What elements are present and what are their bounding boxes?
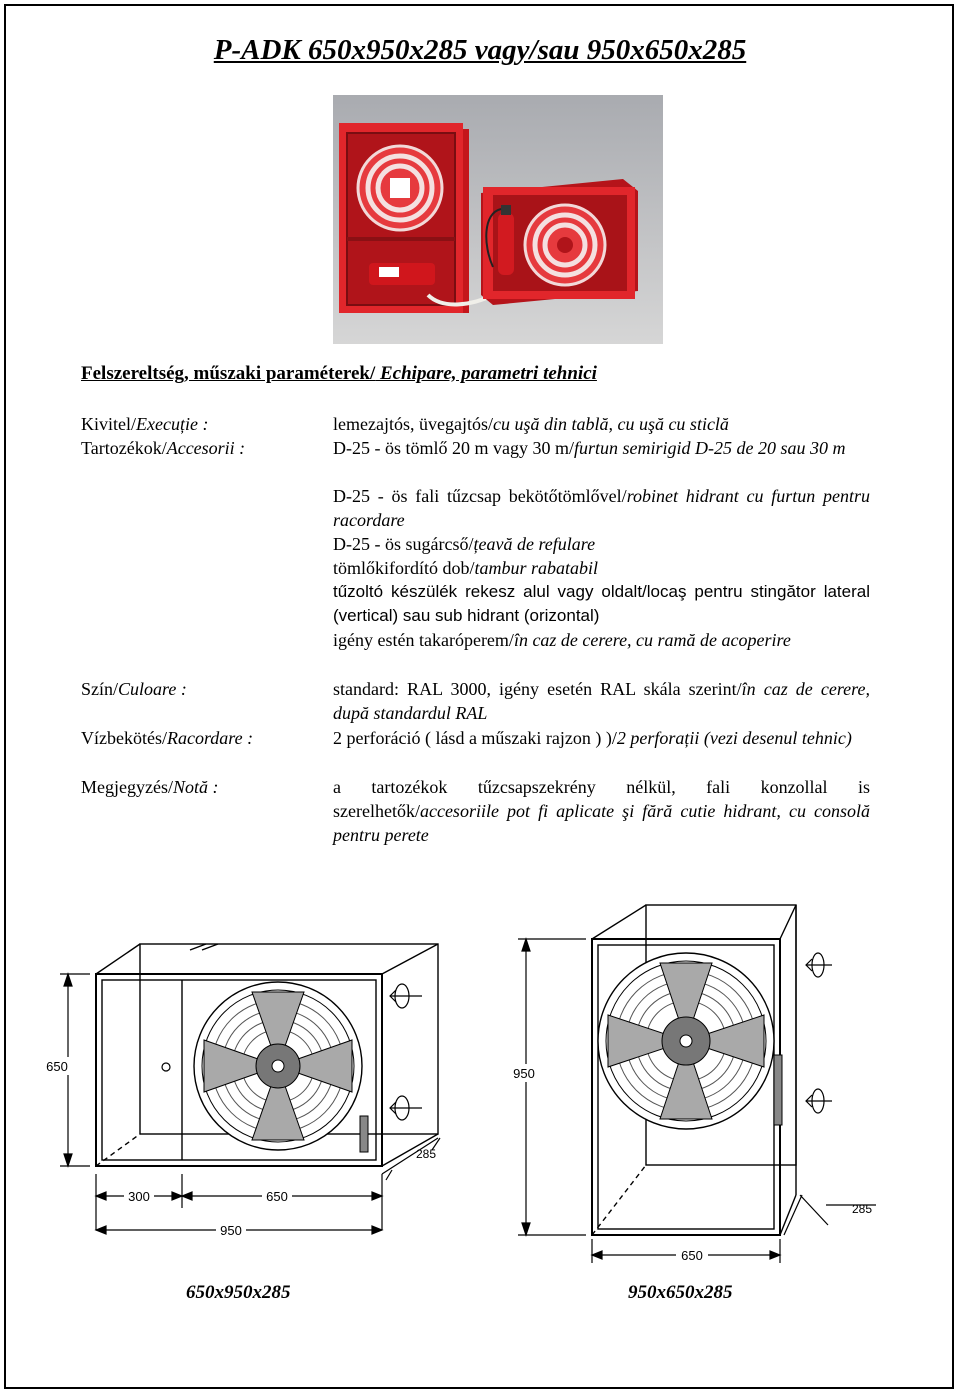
spec-value-vizbekotes xyxy=(333,726,870,750)
spec-label-ro: Racordare : xyxy=(166,728,254,748)
spec-value-hu: igény estén takaróperem/ xyxy=(333,630,514,650)
spec-value-ro: robinet hidrant cu furtun pentru racordare xyxy=(333,486,871,531)
spec-label-tartozekok xyxy=(81,436,245,460)
dim-height-label: 950 xyxy=(513,1066,535,1081)
spec-value-ro: furtun semirigid D-25 de 20 sau 30 m xyxy=(574,438,846,458)
section-heading-hu: Felszereltség, műszaki paraméterek/ xyxy=(81,363,376,384)
spec-label-ro: Execuție : xyxy=(136,414,209,434)
dim-depth-label: 285 xyxy=(851,1202,873,1216)
caption-right: 950x650x285 xyxy=(628,1282,733,1303)
dim-width-label: 950 xyxy=(220,1223,242,1238)
spec-label-szin xyxy=(81,677,187,701)
spec-value-tartozekok-2 xyxy=(333,484,870,532)
spec-value-ro: cu uşă din tablă, cu uşă cu sticlă xyxy=(492,414,729,434)
spec-value-hu: D-25 - ös sugárcső/ xyxy=(333,534,474,554)
dim-b-label: 650 xyxy=(266,1189,288,1204)
hose-reel-left xyxy=(194,982,362,1150)
spec-value-hu: a tartozékok tűzcsapszekrény nélkül, fali konzollal is szerelhetők/ xyxy=(333,777,870,822)
spec-label-kivitel xyxy=(81,412,208,436)
spec-value-hu: 2 perforáció ( lásd a műszaki rajzon ) )/ xyxy=(333,728,617,748)
spec-value-tartozekok-6 xyxy=(333,628,870,652)
section-heading-ro: Echipare, parametri tehnici xyxy=(375,363,597,384)
spec-label-ro: Notă : xyxy=(172,777,219,797)
spec-value-megjegyzes xyxy=(333,775,870,848)
page-title: P-ADK 650x950x285 vagy/sau 950x650x285 xyxy=(213,34,747,66)
spec-label-vizbekotes xyxy=(81,726,253,750)
spec-label-ro: Culoare : xyxy=(118,679,187,699)
spec-value-hu: lemezajtós, üvegajtós/ xyxy=(333,414,493,434)
caption-left: 650x950x285 xyxy=(186,1282,291,1303)
spec-label-ro: Accesorii : xyxy=(166,438,246,458)
product-photo xyxy=(333,95,663,344)
spec-value-hu: standard: RAL 3000, igény esetén RAL skála szerint/ xyxy=(333,679,742,699)
spec-label-hu: Megjegyzés/ xyxy=(81,777,173,797)
spec-value-ro: țeavă de refulare xyxy=(473,534,596,554)
spec-label-hu: Vízbekötés/ xyxy=(81,728,167,748)
spec-value-hu: D-25 - ös tömlő 20 m vagy 30 m/ xyxy=(333,438,574,458)
spec-value-hu: tömlőkifordító dob/ xyxy=(333,558,475,578)
spec-value-hu: tűzoltó készülék rekesz alul vagy oldalt/locaş pentru stingător lateral (vertical) sau sub hidrant (orizontal) xyxy=(333,582,870,626)
spec-value-ro: în caz de cerere, după standardul RAL xyxy=(333,679,870,724)
dim-depth-label: 285 xyxy=(415,1147,437,1161)
spec-label-hu: Tartozékok/ xyxy=(81,438,167,458)
section-heading xyxy=(81,363,597,385)
spec-value-ro: în caz de cerere, cu ramă de acoperire xyxy=(513,630,791,650)
spec-value-ro: 2 perforații (vezi desenul tehnic) xyxy=(616,728,852,748)
spec-value-tartozekok-5 xyxy=(333,580,870,628)
spec-value-hu: D-25 - ös fali tűzcsap bekötőtömlővel/ xyxy=(333,486,627,506)
spec-value-ro: tambur rabatabil xyxy=(474,558,599,578)
hose-reel-right xyxy=(598,953,774,1129)
spec-value-tartozekok-4 xyxy=(333,556,870,580)
dim-a-label: 300 xyxy=(128,1189,150,1204)
spec-value-kivitel xyxy=(333,412,870,436)
drawing-horizontal-cabinet xyxy=(30,930,460,1250)
spec-value-tartozekok-1 xyxy=(333,436,870,460)
dim-height-label: 650 xyxy=(46,1059,68,1074)
dim-width-label: 650 xyxy=(681,1248,703,1263)
spec-value-tartozekok-3 xyxy=(333,532,870,556)
spec-label-megjegyzes xyxy=(81,775,218,799)
spec-value-szin xyxy=(333,677,870,725)
drawing-vertical-cabinet xyxy=(500,895,900,1275)
spec-label-hu: Kivitel/ xyxy=(81,414,136,434)
spec-value-ro: accesoriile pot fi aplicate şi fără cutie hidrant, cu consolă pentru perete xyxy=(333,801,870,846)
spec-label-hu: Szín/ xyxy=(81,679,119,699)
